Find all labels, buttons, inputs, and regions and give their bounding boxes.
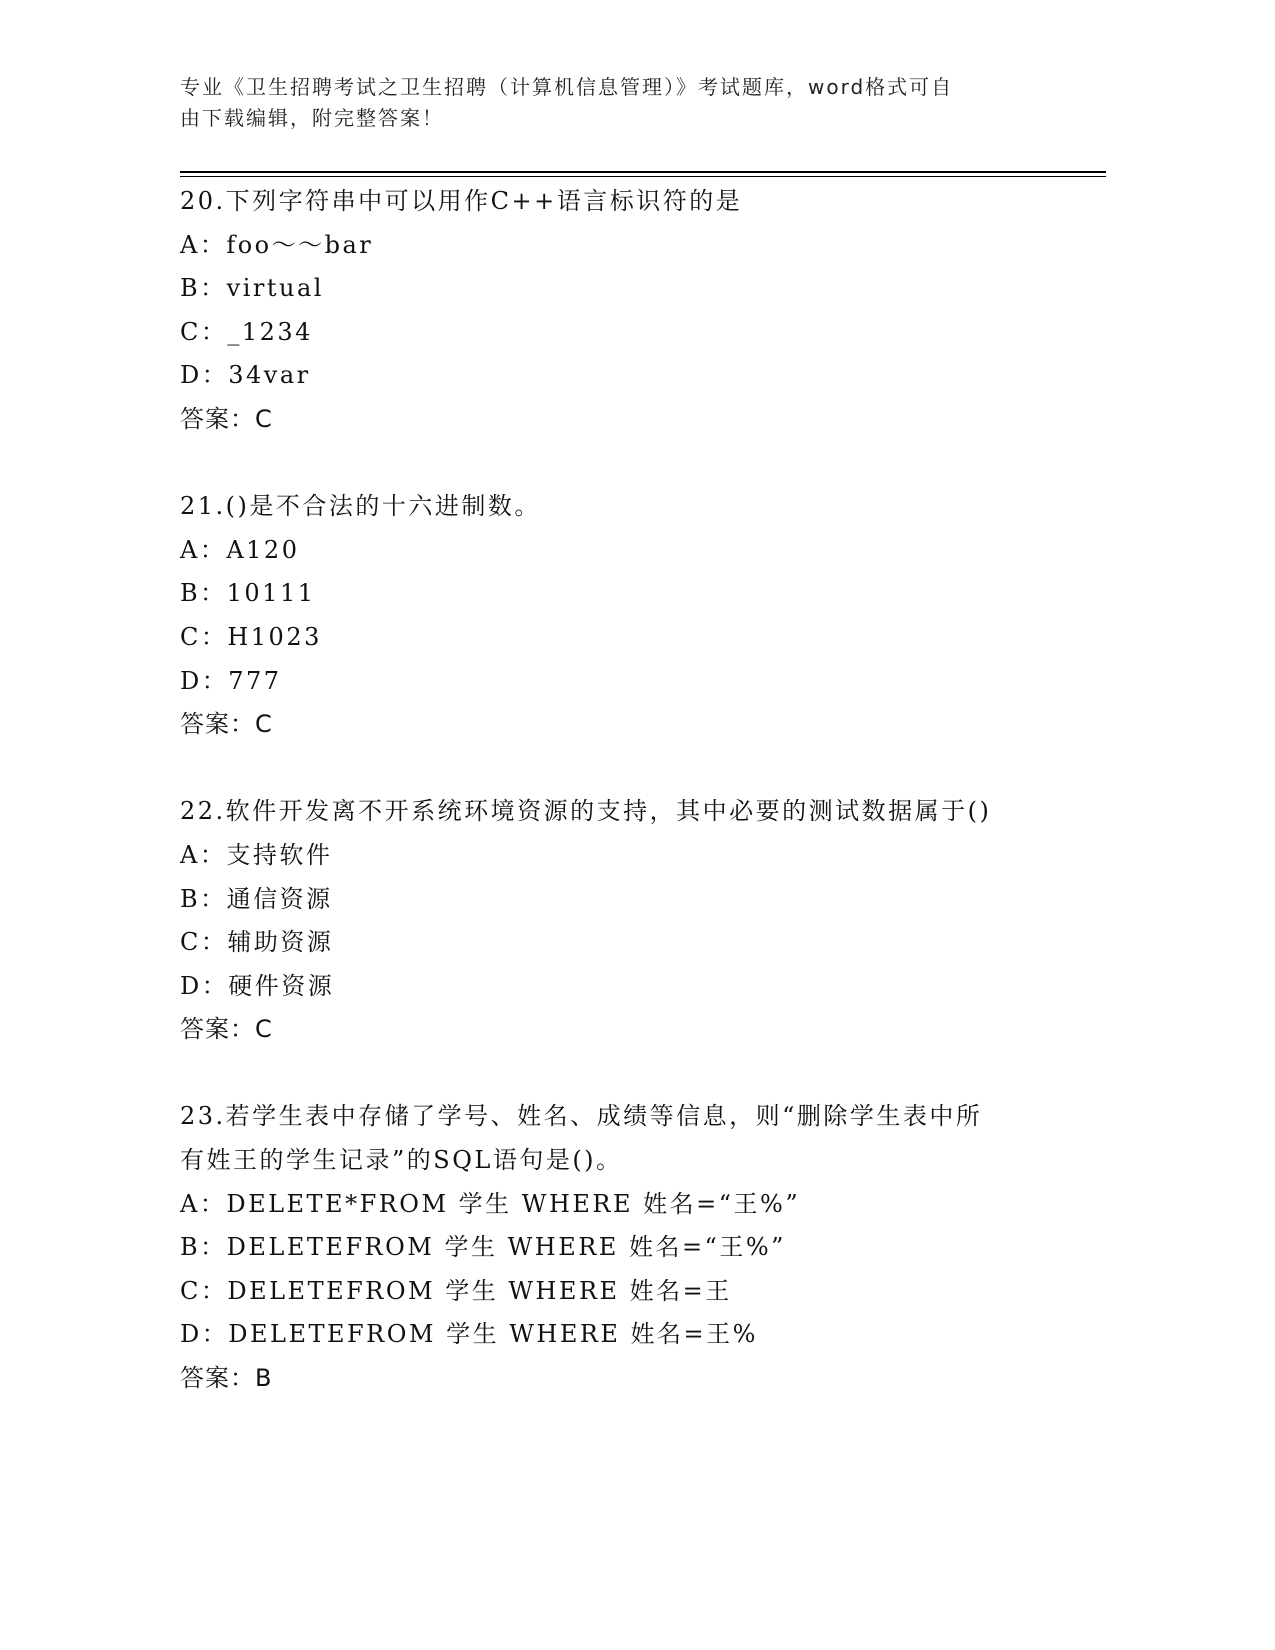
question-block: [180, 485, 1080, 747]
question-text: 21.()是不合法的十六进制数。: [180, 492, 541, 521]
correct-answer: 答案：C: [180, 404, 273, 433]
correct-answer: 答案：B: [180, 1364, 273, 1393]
correct-answer: 答案：C: [180, 1015, 273, 1044]
question-text: 有姓王的学生记录”的SQL语句是()。: [180, 1146, 623, 1175]
divider-thick: [180, 171, 1106, 173]
answer-option: B：DELETEFROM 学生 WHERE 姓名=“王%”: [180, 1233, 786, 1262]
answer-option: C：DELETEFROM 学生 WHERE 姓名=王: [180, 1276, 732, 1305]
answer-option: B：virtual: [180, 274, 324, 303]
answer-option: D：硬件资源: [180, 971, 335, 1000]
answer-option: A：DELETE*FROM 学生 WHERE 姓名=“王%”: [180, 1189, 801, 1218]
answer-option: A：支持软件: [180, 840, 333, 869]
answer-option: C：_1234: [180, 317, 313, 346]
answer-option: B：通信资源: [180, 884, 333, 913]
answer-option: D：777: [180, 666, 282, 695]
divider-thin: [180, 176, 1106, 177]
correct-answer: 答案：C: [180, 710, 273, 739]
question-text: 20.下列字符串中可以用作C++语言标识符的是: [180, 187, 743, 215]
question-list: [180, 180, 1080, 1444]
question-text: 23.若学生表中存储了学号、姓名、成绩等信息，则“删除学生表中所: [180, 1102, 983, 1131]
intro-line-2: 由下载编辑，附完整答案！: [180, 106, 444, 130]
answer-option: D：DELETEFROM 学生 WHERE 姓名=王%: [180, 1320, 758, 1349]
document-intro: [180, 72, 1040, 134]
answer-option: C：H1023: [180, 622, 322, 651]
question-text: 22.软件开发离不开系统环境资源的支持，其中必要的测试数据属于(): [180, 797, 992, 826]
intro-line-1: 专业《卫生招聘考试之卫生招聘（计算机信息管理）》考试题库，word格式可自: [180, 75, 954, 99]
question-block: [180, 180, 1080, 442]
answer-option: A：foo～～bar: [180, 230, 374, 259]
answer-option: A：A120: [180, 535, 300, 564]
question-block: [180, 790, 1080, 1052]
answer-option: B：10111: [180, 579, 316, 608]
question-block: [180, 1095, 1080, 1400]
answer-option: D：34var: [180, 361, 311, 390]
answer-option: C：辅助资源: [180, 928, 334, 957]
